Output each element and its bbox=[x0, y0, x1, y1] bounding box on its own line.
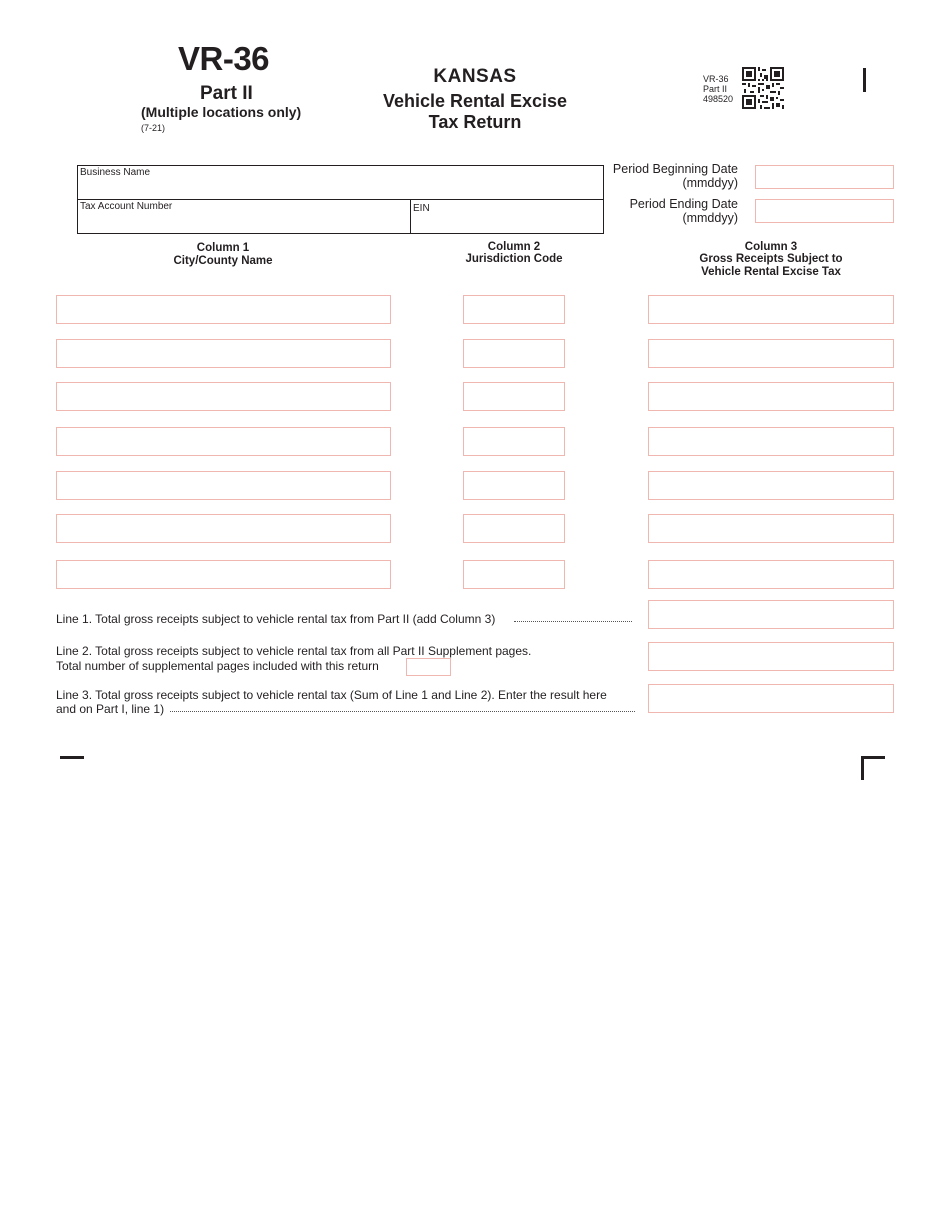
jurisdiction-code-field[interactable] bbox=[463, 471, 565, 500]
qr-code-icon bbox=[742, 67, 784, 109]
column3-heading: Column 3 bbox=[744, 241, 798, 253]
line2-text: Line 2. Total gross receipts subject to vehicle rental tax from all Part II Supplement pages. bbox=[56, 644, 532, 658]
column2-label: Jurisdiction Code bbox=[465, 253, 563, 265]
state-title: KANSAS bbox=[433, 66, 517, 87]
gross-receipts-field[interactable] bbox=[648, 427, 894, 456]
column3-label-line2: Vehicle Rental Excise Tax bbox=[701, 266, 841, 278]
city-county-field[interactable] bbox=[56, 339, 391, 368]
gross-receipts-field[interactable] bbox=[648, 471, 894, 500]
column1-heading: Column 1 bbox=[196, 242, 250, 254]
line1-total-field[interactable] bbox=[648, 600, 894, 629]
city-county-field[interactable] bbox=[56, 471, 391, 500]
period-end-label: Period Ending Date bbox=[629, 197, 738, 211]
line1-text: Line 1. Total gross receipts subject to vehicle rental tax from Part II (add Column 3) bbox=[56, 612, 496, 626]
line3-text-cont: and on Part I, line 1) bbox=[56, 702, 165, 716]
supplemental-pages-count-field[interactable] bbox=[406, 658, 451, 676]
form-part: Part II bbox=[200, 83, 253, 104]
column3-label-line1: Gross Receipts Subject to bbox=[699, 253, 843, 265]
line2-pages-text: Total number of supplemental pages included with this return bbox=[56, 659, 379, 673]
form-subtitle: (Multiple locations only) bbox=[141, 104, 302, 120]
line2-total-field[interactable] bbox=[648, 642, 894, 671]
gross-receipts-field[interactable] bbox=[648, 295, 894, 324]
city-county-field[interactable] bbox=[56, 295, 391, 324]
city-county-field[interactable] bbox=[56, 560, 391, 589]
period-begin-label: Period Beginning Date bbox=[612, 162, 738, 176]
city-county-field[interactable] bbox=[56, 514, 391, 543]
line1-leader-dots bbox=[514, 621, 632, 622]
gross-receipts-field[interactable] bbox=[648, 339, 894, 368]
line3-total-field[interactable] bbox=[648, 684, 894, 713]
tax-account-number-label: Tax Account Number bbox=[80, 201, 173, 212]
line3-text: Line 3. Total gross receipts subject to vehicle rental tax (Sum of Line 1 and Line 2). Enter the result here bbox=[56, 688, 607, 702]
gross-receipts-field[interactable] bbox=[648, 382, 894, 411]
qr-label-line2: Part II bbox=[703, 84, 728, 94]
form-code: VR-36 bbox=[178, 40, 270, 77]
crop-mark-bottom-right bbox=[861, 756, 885, 780]
jurisdiction-code-field[interactable] bbox=[463, 339, 565, 368]
ein-label: EIN bbox=[413, 203, 430, 214]
business-name-label: Business Name bbox=[80, 167, 151, 178]
business-name-field[interactable] bbox=[78, 180, 603, 198]
jurisdiction-code-field[interactable] bbox=[463, 382, 565, 411]
column1-label: City/County Name bbox=[173, 255, 273, 267]
qr-label-line1: VR-36 bbox=[703, 74, 729, 84]
jurisdiction-code-field[interactable] bbox=[463, 295, 565, 324]
form-title-line1: Vehicle Rental Excise bbox=[382, 91, 568, 111]
form-title-line2: Tax Return bbox=[428, 112, 522, 132]
period-end-format: (mmddyy) bbox=[682, 211, 738, 225]
ein-divider bbox=[410, 199, 411, 234]
crop-mark-top-right bbox=[863, 68, 887, 92]
jurisdiction-code-field[interactable] bbox=[463, 560, 565, 589]
crop-mark-bottom-left bbox=[60, 756, 84, 780]
city-county-field[interactable] bbox=[56, 427, 391, 456]
ein-field[interactable] bbox=[412, 214, 602, 232]
gross-receipts-field[interactable] bbox=[648, 514, 894, 543]
city-county-field[interactable] bbox=[56, 382, 391, 411]
column2-heading: Column 2 bbox=[487, 241, 541, 253]
business-box-divider bbox=[77, 199, 604, 200]
gross-receipts-field[interactable] bbox=[648, 560, 894, 589]
jurisdiction-code-field[interactable] bbox=[463, 427, 565, 456]
crop-mark-top-left bbox=[64, 68, 88, 92]
line3-leader-dots bbox=[170, 711, 635, 712]
period-begin-field[interactable] bbox=[755, 165, 894, 189]
period-end-field[interactable] bbox=[755, 199, 894, 223]
period-begin-format: (mmddyy) bbox=[682, 176, 738, 190]
qr-label-line3: 498520 bbox=[703, 94, 734, 104]
form-revision: (7-21) bbox=[141, 123, 166, 133]
tax-account-number-field[interactable] bbox=[78, 214, 408, 232]
jurisdiction-code-field[interactable] bbox=[463, 514, 565, 543]
